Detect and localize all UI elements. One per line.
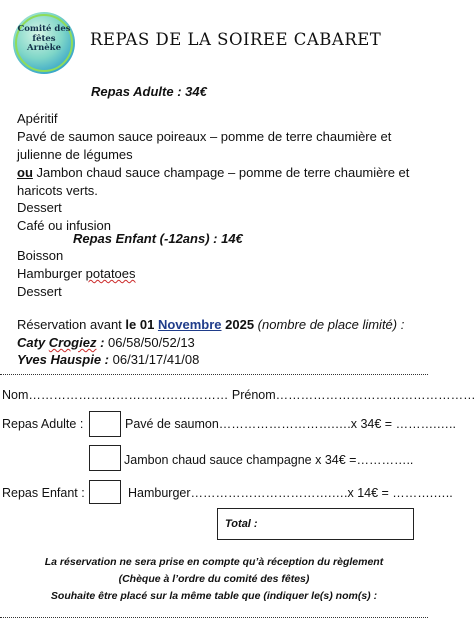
menu-or-word: ou (17, 165, 33, 180)
salmon-order-line: Pavé de saumon……………………….….x 34€ = ……….….. (125, 417, 456, 431)
reservation-deadline (17, 317, 404, 332)
contact-caty-first: Caty (17, 335, 49, 350)
contact-yves-name: Yves Hauspie : (17, 352, 110, 367)
total-box[interactable] (217, 508, 414, 540)
menu-dessert: Dessert (17, 200, 62, 215)
reservation-prefix: Réservation avant (17, 317, 126, 332)
ham-order-line: Jambon chaud sauce champagne x 34€ =………….. (124, 453, 414, 467)
menu-salmon-line2: julienne de légumes (17, 147, 133, 162)
adult-meal-label: Repas Adulte : (2, 417, 84, 431)
menu-ham-line2: haricots verts. (17, 183, 98, 198)
child-menu-potatoes-word: potatoes (85, 266, 136, 281)
adult-price-heading: Repas Adulte : 34€ (91, 84, 207, 99)
contact-yves (17, 352, 199, 367)
menu-coffee: Café ou infusion (17, 218, 111, 233)
contact-caty-last: Crogiez (48, 335, 97, 350)
footer-table-request: Souhaite être placé sur la même table que (indiquer le(s) nom(s) : (50, 590, 378, 602)
cut-line-top (0, 374, 428, 375)
menu-ham-text: Jambon chaud sauce champage – pomme de terre chaumière et (32, 165, 410, 180)
ham-quantity-box[interactable] (89, 445, 121, 471)
committee-logo (13, 12, 75, 74)
logo-text (13, 25, 75, 54)
contact-caty-phone: 06/58/50/52/13 (108, 335, 195, 350)
burger-quantity-box[interactable] (89, 480, 121, 504)
reservation-date-month: Novembre (157, 317, 222, 332)
contact-yves-phone: 06/31/17/41/08 (109, 352, 200, 367)
salmon-quantity-box[interactable] (89, 411, 121, 437)
name-field-line: Nom………………………………………… Prénom………………………………………… (2, 388, 476, 402)
footer-payment-note: La réservation ne sera prise en compte qu’à réception du règlement (44, 556, 384, 568)
page-title: REPAS DE LA SOIREE CABARET (90, 30, 382, 49)
child-menu-dessert: Dessert (17, 284, 62, 299)
menu-aperitif: Apéritif (17, 111, 58, 126)
table-names-line (0, 617, 428, 618)
footer-check-note: (Chèque à l’ordre du comité des fêtes) (118, 573, 310, 585)
logo-text-line2: fêtes (32, 33, 56, 44)
menu-ham-line1 (17, 165, 409, 180)
contact-caty (17, 335, 195, 350)
contact-caty-sep: : (96, 335, 109, 350)
menu-salmon-line1: Pavé de saumon sauce poireaux – pomme de terre chaumière et (17, 129, 392, 144)
reservation-date-day: le 01 (125, 317, 158, 332)
reservation-note: (nombre de place limité) : (254, 317, 405, 332)
burger-order-line: Hamburger…………………………….….x 14€ = ……….….. (128, 486, 453, 500)
child-menu-burger-word: Hamburger (17, 266, 86, 281)
child-meal-label: Repas Enfant : (2, 486, 85, 500)
total-label: Total : (225, 518, 258, 530)
child-menu-drink: Boisson (17, 248, 64, 263)
logo-text-line1: Comité des (17, 24, 71, 34)
child-price-heading: Repas Enfant (-12ans) : 14€ (73, 231, 243, 246)
child-menu-burger (17, 266, 136, 281)
reservation-date-year: 2025 (221, 317, 255, 332)
logo-text-line3: Arnèke (27, 43, 61, 53)
